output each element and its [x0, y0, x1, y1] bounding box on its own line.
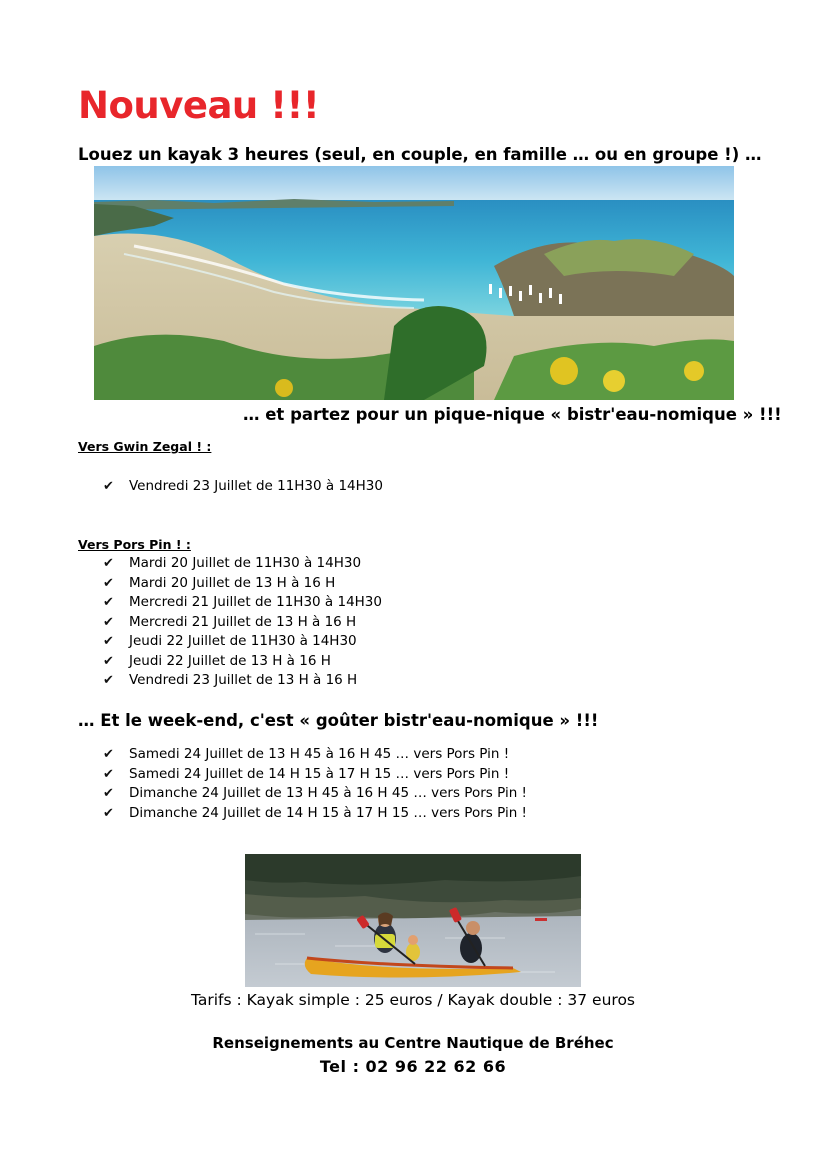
pors-pin-list	[103, 554, 382, 691]
list-item: ✔ Mardi 20 Juillet de 11H30 à 14H30	[103, 554, 382, 574]
check-icon: ✔	[103, 653, 114, 669]
gwin-zegal-list	[103, 477, 383, 497]
picnic-tagline: … et partez pour un pique-nique « bistr'eau-nomique » !!!	[243, 405, 782, 424]
list-item: ✔ Vendredi 23 Juillet de 11H30 à 14H30	[103, 477, 383, 497]
check-icon: ✔	[103, 556, 114, 571]
kayak-photo	[245, 854, 581, 987]
weekend-list	[103, 745, 527, 823]
list-item: ✔ Samedi 24 Juillet de 14 H 15 à 17 H 15 … vers Pors Pin !	[103, 765, 527, 785]
list-item: ✔ Mercredi 21 Juillet de 13 H à 16 H	[103, 613, 382, 633]
phone-number: 02 96 22 62 66	[365, 1057, 507, 1076]
section-label-gwin-zegal: Vers Gwin Zegal ! :	[78, 439, 212, 454]
check-icon: ✔	[103, 595, 114, 610]
phone-label: Tel :	[319, 1057, 360, 1076]
list-item: ✔ Mardi 20 Juillet de 13 H à 16 H	[103, 574, 382, 594]
list-item: ✔ Dimanche 24 Juillet de 14 H 15 à 17 H 15 … vers Pors Pin !	[103, 804, 527, 824]
check-icon: ✔	[103, 786, 114, 801]
info-text: Renseignements au Centre Nautique de Bréhec	[212, 1034, 614, 1052]
list-item: ✔ Samedi 24 Juillet de 13 H 45 à 16 H 45 … vers Pors Pin !	[103, 745, 527, 765]
check-icon: ✔	[103, 479, 114, 494]
check-icon: ✔	[103, 575, 114, 591]
section-label-pors-pin: Vers Pors Pin ! :	[78, 537, 191, 552]
subtitle: Louez un kayak 3 heures (seul, en couple, en famille … ou en groupe !) …	[78, 145, 762, 164]
phone-line	[0, 1057, 826, 1076]
tarifs-text: Tarifs : Kayak simple : 25 euros / Kayak double : 37 euros	[190, 991, 636, 1009]
list-item: ✔ Jeudi 22 Juillet de 13 H à 16 H	[103, 652, 382, 672]
weekend-heading: … Et le week-end, c'est « goûter bistr'eau-nomique » !!!	[78, 711, 599, 730]
check-icon: ✔	[103, 634, 114, 649]
list-item: ✔ Vendredi 23 Juillet de 13 H à 16 H	[103, 671, 382, 691]
check-icon: ✔	[103, 805, 114, 821]
page-title: Nouveau !!!	[78, 84, 320, 127]
check-icon: ✔	[103, 747, 114, 762]
check-icon: ✔	[103, 673, 114, 688]
check-icon: ✔	[103, 766, 114, 782]
list-item: ✔ Dimanche 24 Juillet de 13 H 45 à 16 H 45 … vers Pors Pin !	[103, 784, 527, 804]
list-item: ✔ Jeudi 22 Juillet de 11H30 à 14H30	[103, 632, 382, 652]
list-item: ✔ Mercredi 21 Juillet de 11H30 à 14H30	[103, 593, 382, 613]
check-icon: ✔	[103, 614, 114, 630]
beach-photo	[94, 166, 734, 400]
